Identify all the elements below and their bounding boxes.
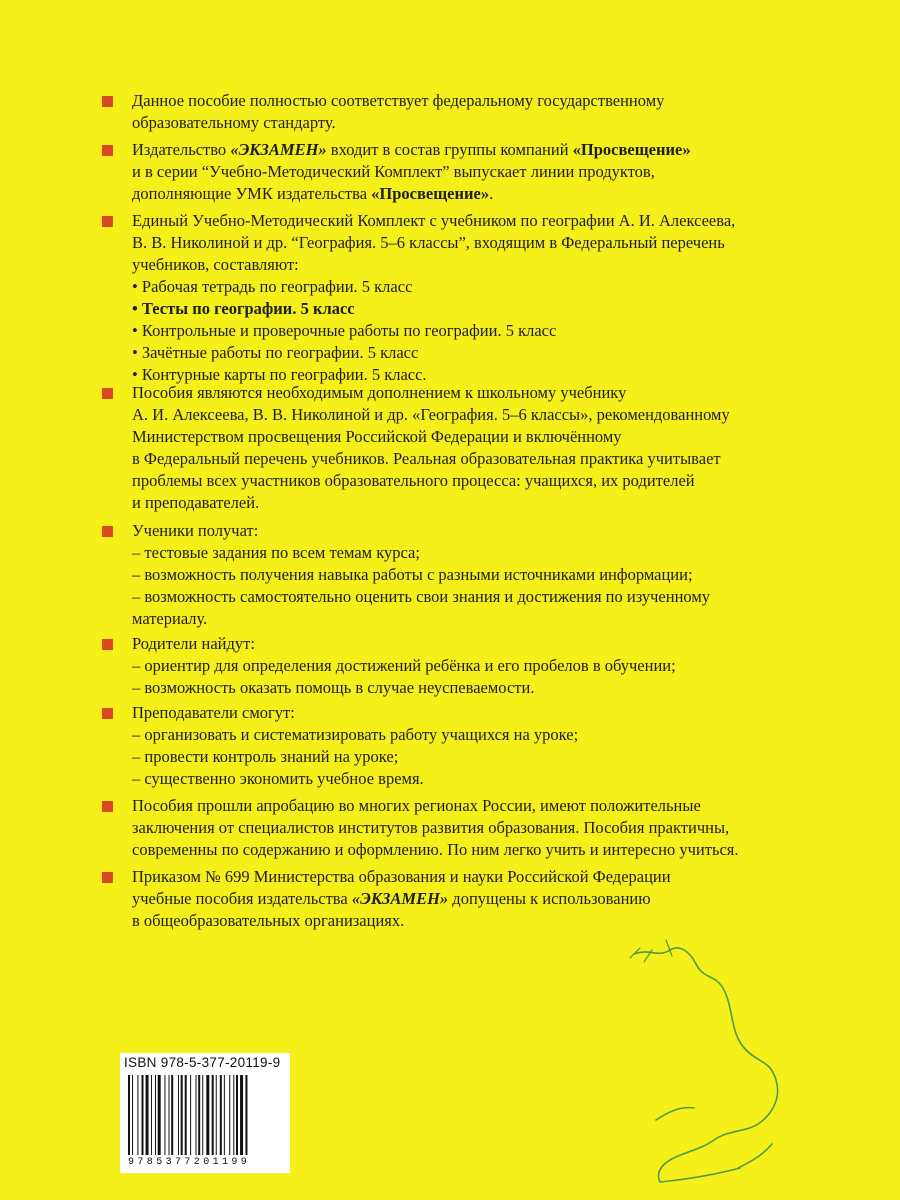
barcode-bar — [224, 1075, 225, 1155]
paragraph-parents: Родители найдут: – ориентир для определения достижений ребёнка и его пробелов в обучении; – возможность оказать помощь в случае неуспеваемости. — [102, 633, 862, 699]
barcode-bar — [240, 1075, 243, 1155]
paragraph-teachers: Преподаватели смогут: – организовать и систематизировать работу учащихся на уроке; – провести контроль знаний на уроке; – существенно экономить учебное время. — [102, 702, 862, 790]
list-item: • Контурные карты по географии. 5 класс. — [132, 365, 427, 384]
barcode-bar — [190, 1075, 191, 1155]
bullet-square-icon — [102, 388, 113, 399]
barcode-bar — [169, 1075, 170, 1155]
barcode-bar — [229, 1075, 230, 1155]
list-item: • Контрольные и проверочные работы по географии. 5 класс — [132, 321, 557, 340]
barcode-bar — [142, 1075, 144, 1155]
bullet-square-icon — [102, 526, 113, 537]
paragraph-standard: Данное пособие полностью соответствует федеральному государственному образовательному стандарту. — [102, 90, 862, 134]
list-item: • Рабочая тетрадь по географии. 5 класс — [132, 277, 413, 296]
paragraph-publisher: Издательство «ЭКЗАМЕН» входит в состав группы компаний «Просвещение» и в серии “Учебно-Методический Комплект” выпускает линии продуктов, дополняющие УМК издательства «Просвещение». — [102, 139, 862, 205]
barcode-bar — [171, 1075, 173, 1155]
publisher-name: «ЭКЗАМЕН» — [351, 889, 449, 908]
barcode-bar — [158, 1075, 161, 1155]
paragraph-order: Приказом № 699 Министерства образования и науки Российской Федерации учебные пособия издательства «ЭКЗАМЕН» допущены к использованию в общеобразовательных организациях. — [102, 866, 862, 932]
bullet-square-icon — [102, 872, 113, 883]
bullet-square-icon — [102, 216, 113, 227]
scribble-drawing — [620, 930, 890, 1200]
isbn-barcode — [120, 1053, 290, 1173]
barcode-bar — [137, 1075, 138, 1155]
barcode-bar — [216, 1075, 217, 1155]
bullet-square-icon — [102, 801, 113, 812]
paragraph-supplement: Пособия являются необходимым дополнением к школьному учебнику А. И. Алексеева, В. В. Николиной и др. «География. 5–6 классы», рекомендованному Министерством просвещения Российской Федерации и включённому в Федеральный перечень учебников. Реальная образовательная практика учитывает проблемы всех участников образовательного процесса: учащихся, их родителей и преподавателей. — [102, 382, 862, 514]
barcode-bar — [236, 1075, 238, 1155]
paragraph-approbation: Пособия прошли апробацию во многих регионах России, имеют положительные заключения от специалистов институтов развития образования. Пособия практичны, современны по содержанию и оформлению. По ним легко учить и интересно учиться. — [102, 795, 862, 861]
barcode-bar — [146, 1075, 149, 1155]
barcode-bar — [155, 1075, 156, 1155]
bullet-square-icon — [102, 96, 113, 107]
paragraph-umk-list: Единый Учебно-Методический Комплект с учебником по географии А. И. Алексеева, В. В. Николиной и др. “География. 5–6 классы”, входящим в Федеральный перечень учебников, составляют: • Рабочая тетрадь по географии. 5 класс • Тесты по географии. 5 класс • Контрольные и проверочные работы по географии. 5 класс • Зачётные работы по географии. 5 класс • Контурные карты по географии. 5 класс. — [102, 210, 862, 386]
barcode-bar — [151, 1075, 152, 1155]
barcode-bar — [164, 1075, 165, 1155]
publisher-name: «ЭКЗАМЕН» — [230, 140, 327, 159]
paragraph-students: Ученики получат: – тестовые задания по всем темам курса; – возможность получения навыка работы с разными источниками информации; – возможность самостоятельно оценить свои знания и достижения по изученному материалу. — [102, 520, 862, 630]
list-item: • Зачётные работы по географии. 5 класс — [132, 343, 419, 362]
list-item-current: • Тесты по географии. 5 класс — [132, 299, 355, 318]
barcode-bar — [220, 1075, 222, 1155]
bullet-square-icon — [102, 708, 113, 719]
barcode-bar — [233, 1075, 234, 1155]
barcode-bar — [196, 1075, 197, 1155]
barcode-bar — [245, 1075, 247, 1155]
barcode-bar — [178, 1075, 179, 1155]
barcode-bar — [212, 1075, 214, 1155]
barcode-bar — [132, 1075, 133, 1155]
barcode-digits: 9785377201199 — [128, 1157, 251, 1168]
barcode-icon — [126, 1075, 284, 1155]
barcode-bar — [202, 1075, 203, 1155]
barcode-bar — [198, 1075, 200, 1155]
barcode-bar — [181, 1075, 183, 1155]
isbn-label: ISBN 978-5-377-20119-9 — [124, 1055, 281, 1070]
bullet-square-icon — [102, 145, 113, 156]
bullet-square-icon — [102, 639, 113, 650]
barcode-bar — [128, 1075, 130, 1155]
barcode-bar — [206, 1075, 209, 1155]
barcode-bar — [185, 1075, 187, 1155]
